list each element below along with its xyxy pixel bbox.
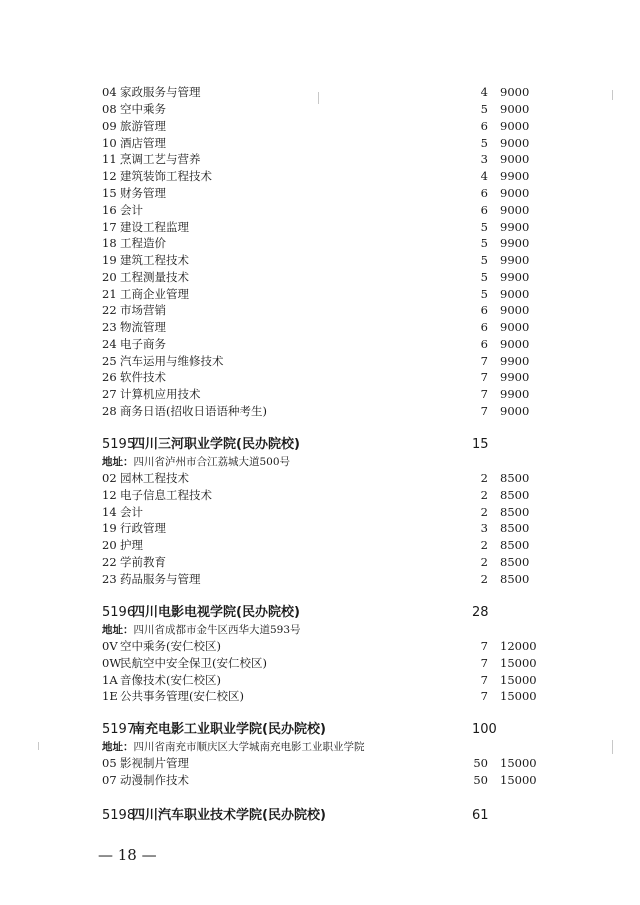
major-row <box>0 319 640 336</box>
major-name: 会计 <box>120 203 143 217</box>
major-tuition: 15000 <box>500 756 537 770</box>
major-code: 08 <box>102 102 117 116</box>
major-row <box>0 84 640 101</box>
school-total-plan: 100 <box>472 722 497 737</box>
major-row <box>0 520 640 537</box>
major-row <box>0 655 640 672</box>
major-name: 电子商务 <box>120 337 166 351</box>
major-row <box>0 252 640 269</box>
scan-mark <box>38 742 39 750</box>
major-row <box>0 151 640 168</box>
major-code: 16 <box>102 203 117 217</box>
major-name: 财务管理 <box>120 186 166 200</box>
major-tuition: 9000 <box>500 320 530 334</box>
major-code: 19 <box>102 521 117 535</box>
major-row <box>0 772 640 789</box>
major-code: 09 <box>102 119 117 133</box>
major-row <box>0 101 640 118</box>
school-address <box>102 454 290 470</box>
major-plan-count: 7 <box>480 370 488 384</box>
major-tuition: 15000 <box>500 689 537 703</box>
major-tuition: 8500 <box>500 572 530 586</box>
major-code: 25 <box>102 354 117 368</box>
school-address <box>102 739 365 755</box>
major-row <box>0 353 640 370</box>
major-row <box>0 336 640 353</box>
major-name: 会计 <box>120 505 143 519</box>
major-tuition: 9900 <box>500 370 530 384</box>
address-text: 四川省成都市金牛区西华大道593号 <box>133 624 301 636</box>
major-name: 工商企业管理 <box>120 287 189 301</box>
major-code: 0W <box>102 656 122 670</box>
major-name: 工程造价 <box>120 236 166 250</box>
major-plan-count: 2 <box>480 471 488 485</box>
major-row <box>0 571 640 588</box>
major-code: 05 <box>102 756 117 770</box>
school-name: 四川汽车职业技术学院(民办院校) <box>132 808 326 823</box>
major-row <box>0 185 640 202</box>
address-text: 四川省南充市顺庆区大学城南充电影工业职业学院 <box>133 741 365 753</box>
major-row <box>0 470 640 487</box>
school-total-plan: 28 <box>472 605 489 620</box>
major-row <box>0 537 640 554</box>
major-name: 影视制片管理 <box>120 756 189 770</box>
major-plan-count: 6 <box>480 303 488 317</box>
major-row <box>0 202 640 219</box>
major-row <box>0 487 640 504</box>
major-code: 12 <box>102 488 117 502</box>
major-plan-count: 7 <box>480 656 488 670</box>
major-plan-count: 3 <box>480 521 488 535</box>
major-code: 28 <box>102 404 117 418</box>
major-row <box>0 403 640 420</box>
major-plan-count: 6 <box>480 119 488 133</box>
scan-mark <box>612 740 613 754</box>
major-name: 市场营销 <box>120 303 166 317</box>
major-name: 建筑装饰工程技术 <box>120 169 212 183</box>
major-code: 14 <box>102 505 117 519</box>
major-plan-count: 7 <box>480 673 488 687</box>
major-code: 22 <box>102 555 117 569</box>
major-name: 烹调工艺与营养 <box>120 152 201 166</box>
major-tuition: 9000 <box>500 85 530 99</box>
major-code: 20 <box>102 538 117 552</box>
major-code: 07 <box>102 773 117 787</box>
major-tuition: 12000 <box>500 639 537 653</box>
major-row <box>0 302 640 319</box>
page-number: — 18 — <box>98 846 157 864</box>
major-code: 23 <box>102 320 117 334</box>
major-code: 27 <box>102 387 117 401</box>
school-code: 5196 <box>102 605 136 620</box>
major-name: 公共事务管理(安仁校区) <box>120 689 244 703</box>
major-tuition: 8500 <box>500 555 530 569</box>
major-code: 23 <box>102 572 117 586</box>
major-plan-count: 50 <box>473 756 488 770</box>
major-plan-count: 5 <box>480 287 488 301</box>
major-tuition: 9900 <box>500 354 530 368</box>
major-plan-count: 7 <box>480 354 488 368</box>
major-tuition: 9900 <box>500 169 530 183</box>
school-header <box>0 720 640 740</box>
school-total-plan: 61 <box>472 808 489 823</box>
school-header <box>0 435 640 455</box>
address-text: 四川省泸州市合江荔城大道500号 <box>133 456 291 468</box>
major-name: 动漫制作技术 <box>120 773 189 787</box>
major-plan-count: 50 <box>473 773 488 787</box>
major-name: 酒店管理 <box>120 136 166 150</box>
major-name: 行政管理 <box>120 521 166 535</box>
major-plan-count: 5 <box>480 220 488 234</box>
major-name: 计算机应用技术 <box>120 387 201 401</box>
major-name: 园林工程技术 <box>120 471 189 485</box>
school-header <box>0 806 640 826</box>
major-tuition: 9000 <box>500 186 530 200</box>
major-row <box>0 369 640 386</box>
major-plan-count: 5 <box>480 236 488 250</box>
major-name: 电子信息工程技术 <box>120 488 212 502</box>
major-code: 18 <box>102 236 117 250</box>
school-total-plan: 15 <box>472 437 489 452</box>
major-name: 工程测量技术 <box>120 270 189 284</box>
major-row <box>0 504 640 521</box>
major-name: 软件技术 <box>120 370 166 384</box>
major-tuition: 8500 <box>500 488 530 502</box>
major-row <box>0 118 640 135</box>
major-tuition: 8500 <box>500 471 530 485</box>
major-plan-count: 2 <box>480 572 488 586</box>
major-plan-count: 2 <box>480 505 488 519</box>
major-name: 空中乘务 <box>120 102 166 116</box>
major-plan-count: 4 <box>480 169 488 183</box>
major-tuition: 9000 <box>500 337 530 351</box>
address-label: 地址： <box>102 624 134 636</box>
major-row <box>0 135 640 152</box>
major-plan-count: 5 <box>480 253 488 267</box>
major-plan-count: 6 <box>480 203 488 217</box>
major-row <box>0 386 640 403</box>
major-plan-count: 7 <box>480 689 488 703</box>
major-tuition: 9000 <box>500 136 530 150</box>
major-code: 04 <box>102 85 117 99</box>
major-name: 药品服务与管理 <box>120 572 201 586</box>
major-plan-count: 3 <box>480 152 488 166</box>
major-plan-count: 7 <box>480 404 488 418</box>
major-tuition: 9900 <box>500 270 530 284</box>
major-name: 音像技术(安仁校区) <box>120 673 221 687</box>
major-name: 学前教育 <box>120 555 166 569</box>
address-label: 地址： <box>102 456 134 468</box>
school-address <box>102 622 301 638</box>
school-name: 南充电影工业职业学院(民办院校) <box>132 722 326 737</box>
major-name: 家政服务与管理 <box>120 85 201 99</box>
major-code: 1A <box>102 673 118 687</box>
school-header <box>0 603 640 623</box>
major-tuition: 9000 <box>500 152 530 166</box>
major-plan-count: 5 <box>480 136 488 150</box>
major-row <box>0 286 640 303</box>
major-code: 22 <box>102 303 117 317</box>
major-code: 19 <box>102 253 117 267</box>
major-code: 20 <box>102 270 117 284</box>
major-tuition: 8500 <box>500 505 530 519</box>
major-tuition: 9900 <box>500 236 530 250</box>
major-row <box>0 554 640 571</box>
major-tuition: 9000 <box>500 203 530 217</box>
major-name: 汽车运用与维修技术 <box>120 354 224 368</box>
major-code: 11 <box>102 152 117 166</box>
major-plan-count: 7 <box>480 639 488 653</box>
major-tuition: 15000 <box>500 773 537 787</box>
major-name: 民航空中安全保卫(安仁校区) <box>120 656 267 670</box>
major-name: 护理 <box>120 538 143 552</box>
major-name: 商务日语(招收日语语种考生) <box>120 404 267 418</box>
address-label: 地址： <box>102 741 134 753</box>
school-code: 5195 <box>102 437 136 452</box>
major-code: 1E <box>102 689 118 703</box>
major-name: 旅游管理 <box>120 119 166 133</box>
major-plan-count: 5 <box>480 102 488 116</box>
school-code: 5197 <box>102 722 136 737</box>
major-code: 24 <box>102 337 117 351</box>
major-row <box>0 269 640 286</box>
major-plan-count: 4 <box>480 85 488 99</box>
major-tuition: 9900 <box>500 220 530 234</box>
major-code: 12 <box>102 169 117 183</box>
major-tuition: 8500 <box>500 538 530 552</box>
major-plan-count: 2 <box>480 555 488 569</box>
major-name: 建筑工程技术 <box>120 253 189 267</box>
major-plan-count: 6 <box>480 186 488 200</box>
major-tuition: 9000 <box>500 287 530 301</box>
major-plan-count: 7 <box>480 387 488 401</box>
major-name: 物流管理 <box>120 320 166 334</box>
major-code: 15 <box>102 186 117 200</box>
major-row <box>0 672 640 689</box>
major-row <box>0 168 640 185</box>
major-tuition: 9000 <box>500 119 530 133</box>
major-plan-count: 5 <box>480 270 488 284</box>
school-name: 四川电影电视学院(民办院校) <box>132 605 300 620</box>
major-tuition: 15000 <box>500 656 537 670</box>
major-tuition: 8500 <box>500 521 530 535</box>
major-code: 0V <box>102 639 118 653</box>
major-code: 10 <box>102 136 117 150</box>
major-code: 21 <box>102 287 117 301</box>
school-code: 5198 <box>102 808 136 823</box>
school-name: 四川三河职业学院(民办院校) <box>132 437 300 452</box>
major-tuition: 15000 <box>500 673 537 687</box>
major-row <box>0 755 640 772</box>
major-row <box>0 219 640 236</box>
major-row <box>0 638 640 655</box>
major-name: 建设工程监理 <box>120 220 189 234</box>
major-row <box>0 688 640 705</box>
major-tuition: 9900 <box>500 253 530 267</box>
major-code: 17 <box>102 220 117 234</box>
major-row <box>0 235 640 252</box>
major-tuition: 9900 <box>500 387 530 401</box>
major-tuition: 9000 <box>500 303 530 317</box>
major-code: 26 <box>102 370 117 384</box>
major-tuition: 9000 <box>500 102 530 116</box>
major-plan-count: 6 <box>480 337 488 351</box>
major-code: 02 <box>102 471 117 485</box>
major-plan-count: 6 <box>480 320 488 334</box>
major-name: 空中乘务(安仁校区) <box>120 639 221 653</box>
major-plan-count: 2 <box>480 488 488 502</box>
major-tuition: 9000 <box>500 404 530 418</box>
major-plan-count: 2 <box>480 538 488 552</box>
